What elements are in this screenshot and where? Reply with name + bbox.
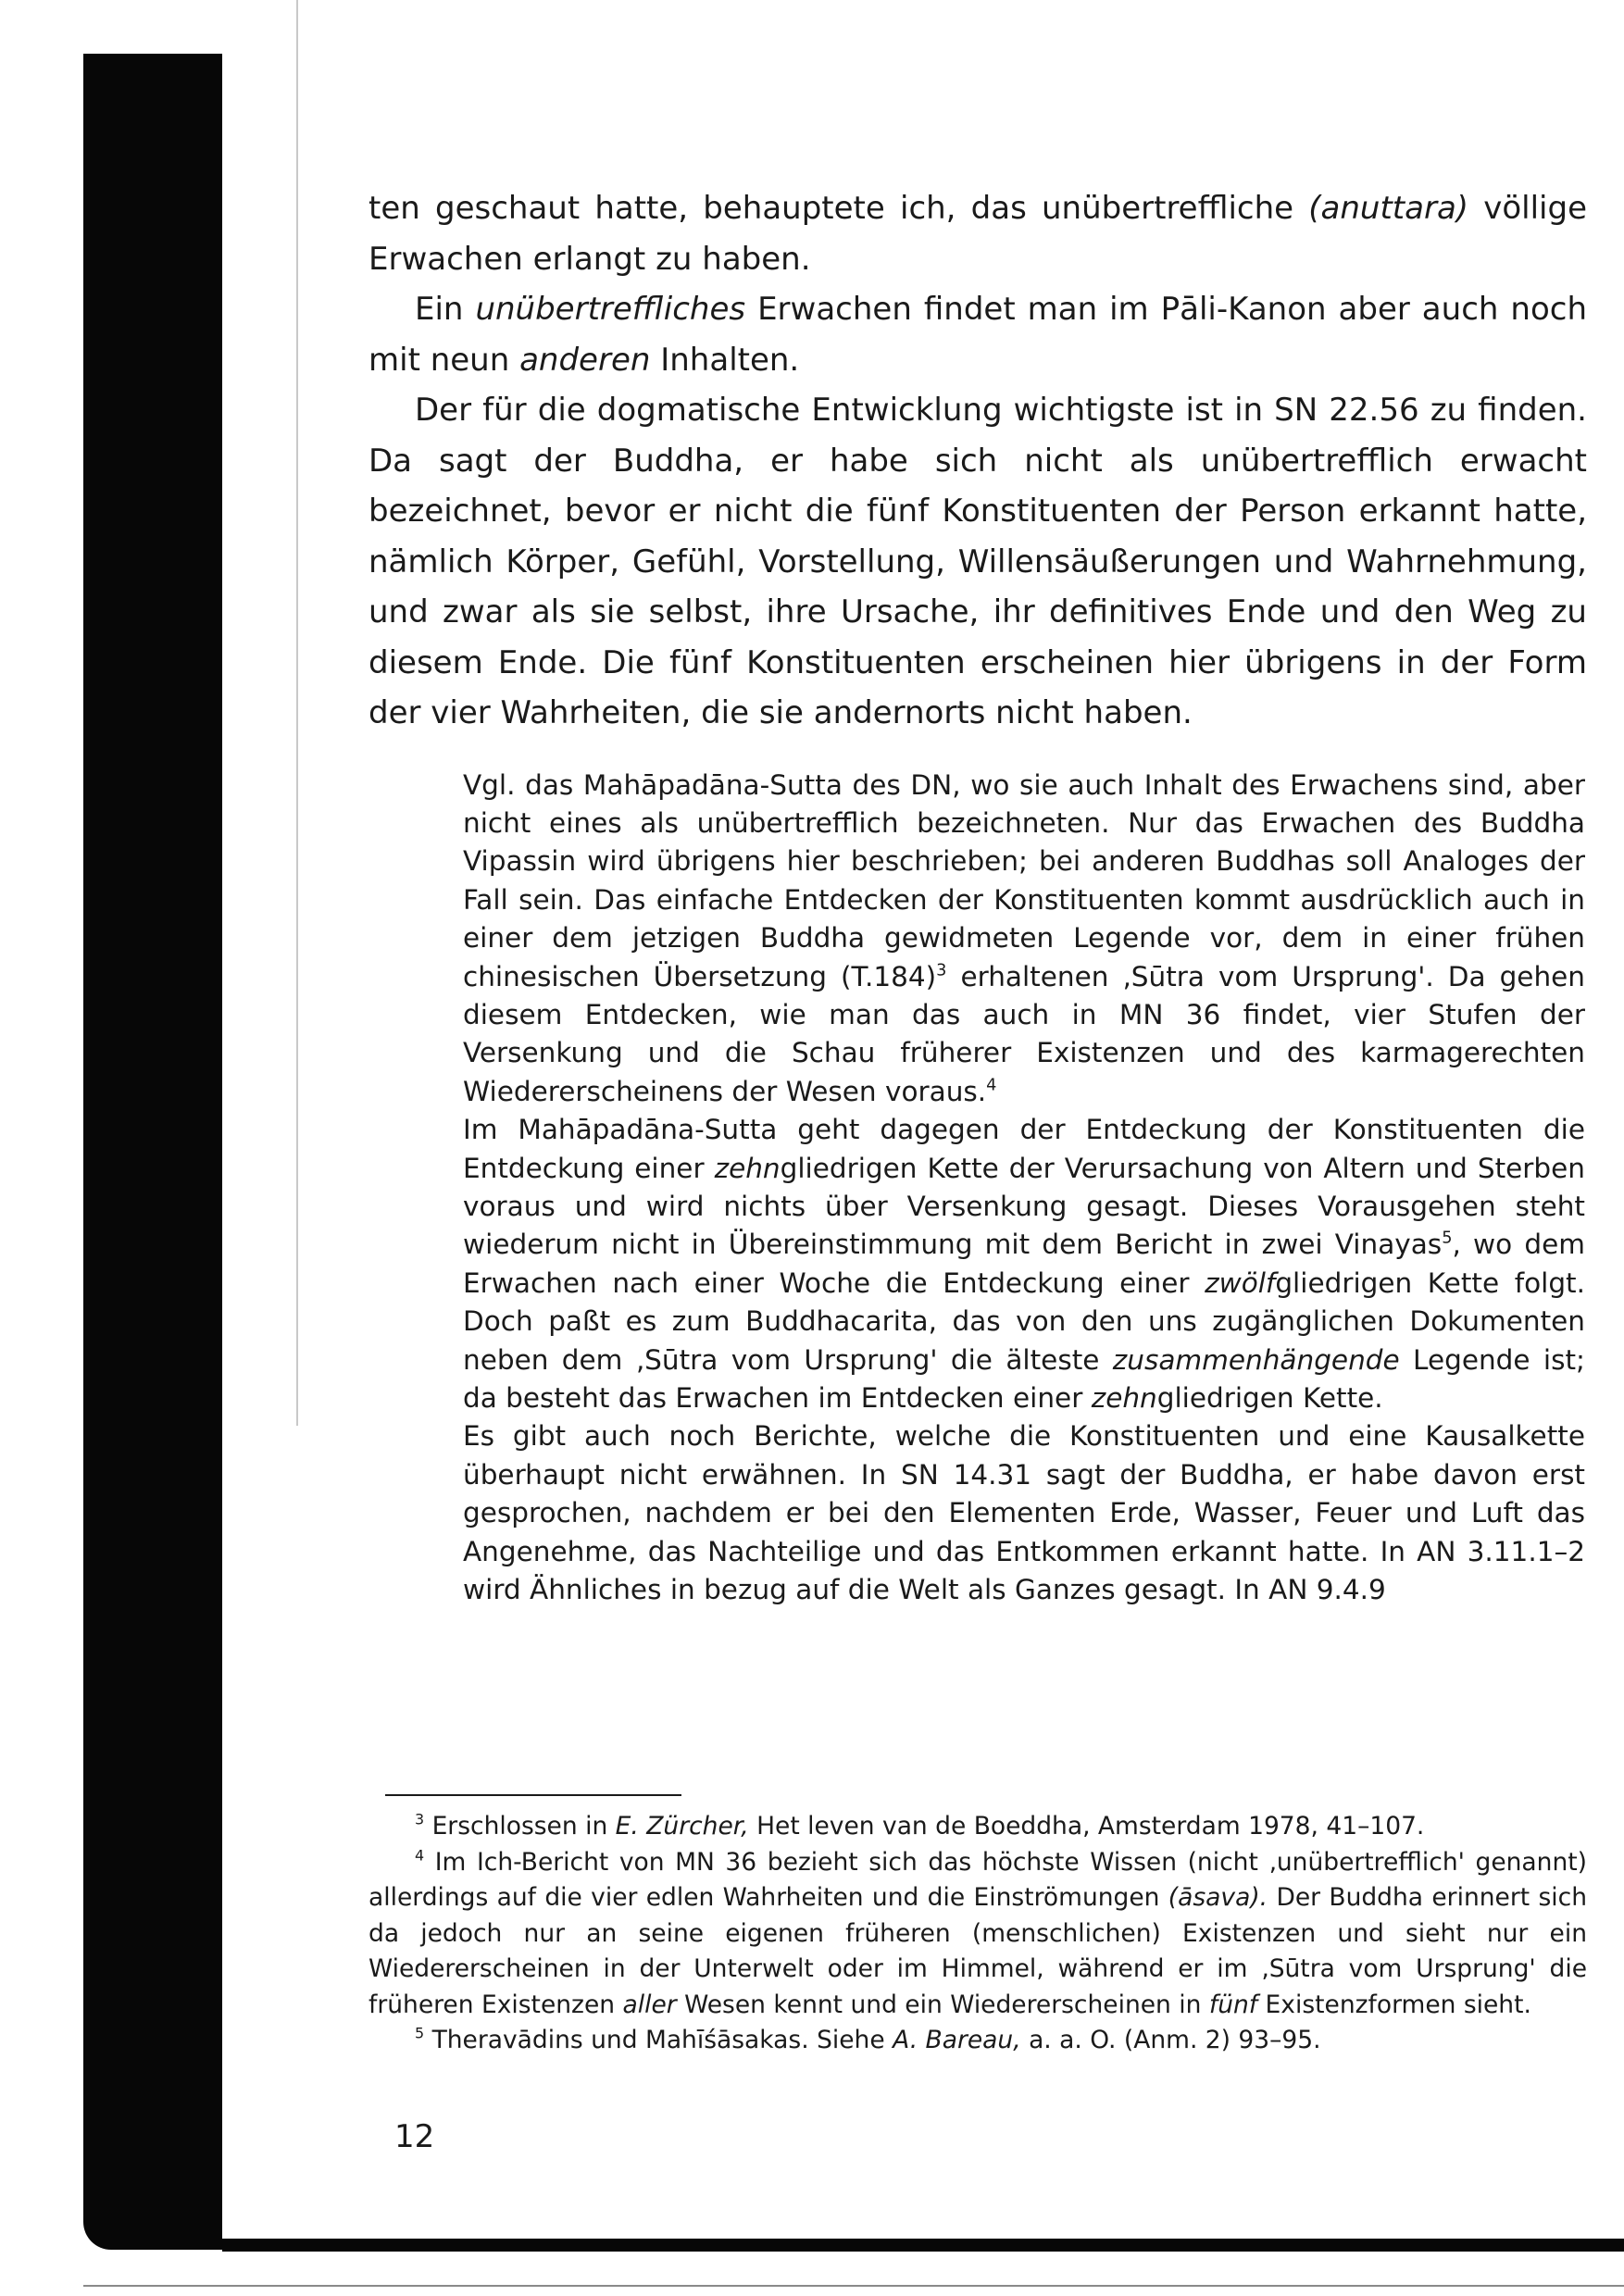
italic-author: E. Zürcher,	[615, 1812, 749, 1841]
footnote-marker: 5	[415, 2024, 425, 2042]
paragraph-2	[369, 284, 1587, 385]
main-text	[369, 183, 1587, 739]
italic-term: (anuttara)	[1308, 190, 1469, 227]
paragraph-3: Der für die dogmatische Entwicklung wichtigste ist in SN 22.56 zu finden. Da sagt der Buddha, er habe sich nicht als unübertrefflich erwacht bezeichnet, bevor er nicht die fünf Konstituenten der Person erkannt hatte, nämlich Körper, Gefühl, Vorstellung, Willensäußerungen und Wahrnehmung, und zwar als sie selbst, ihre Ursache, ihr definitives Ende und den Weg zu diesem Ende. Die fünf Konstituenten erscheinen hier übrigens in der Form der vier Wahrheiten, die sie andernorts nicht haben.	[369, 392, 1587, 731]
text-run: erhaltenen ‚Sūtra vom Ursprung'. Da gehen diesem Entdecken, wie man das auch in MN 36 findet, vier Stufen der Versenkung und die Schau früherer Existenzen und des karmagerechten Wiedererscheinens der Wesen voraus.	[463, 960, 1586, 1107]
text-run: gliedrigen Kette.	[1156, 1382, 1383, 1414]
note-paragraph-3: Es gibt auch noch Berichte, welche die Konstituenten und eine Kausalkette überhaupt nicht erwähnen. In SN 14.31 sagt der Buddha, er habe davon erst gesprochen, nachdem er bei den Elementen Erde, Wasser, Feuer und Luft das Angenehme, das Nachteilige und das Entkommen erkannt hatte. In AN 3.11.1–2 wird Ähnliches in bezug auf die Welt als Ganzes gesagt. In AN 9.4.9	[463, 1420, 1585, 1606]
text-run: Der Buddha erinnert sich da jedoch nur an seine eigenen früheren (menschlichen) Existenzen und sieht nur ein Wiedererscheinen in der Unterwelt oder im Himmel, während er im ‚Sūtra vom Ursprung' die früheren Existenzen	[369, 1883, 1587, 2019]
indented-note	[463, 767, 1585, 1610]
text-run: Im Ich-Bericht von MN 36 bezieht sich das höchste Wissen (nicht ‚unübertrefflich' genannt) allerdings auf die vier edlen Wahrheiten und die Einströmungen	[369, 1847, 1587, 1912]
footnotes	[369, 1794, 1587, 2059]
scan-gutter-line	[296, 0, 298, 1426]
italic-term: unübertreffliches	[475, 291, 746, 328]
text-run: Im Mahāpadāna-Sutta geht dagegen der Entdeckung der Konstituenten die Entdeckung einer	[463, 1114, 1585, 1184]
italic-author: A. Bareau,	[893, 2026, 1021, 2054]
text-run: gliedrigen Kette der Verursachung von Altern und Sterben voraus und wird nichts über Versenkung gesagt. Dieses Vorausgehen steht wiederum nicht in Übereinstimmung mit dem Bericht in zwei Vinayas	[463, 1152, 1585, 1261]
text-run: ten geschaut hatte, behauptete ich, das unübertreffliche	[369, 190, 1309, 227]
text-run: Theravādins und Mahīśāsakas. Siehe	[431, 2026, 893, 2054]
footnote-5	[369, 2023, 1587, 2059]
footnote-4	[369, 1845, 1587, 2024]
text-run: Inhalten.	[650, 341, 800, 379]
text-run: Vgl. das Mahāpadāna-Sutta des DN, wo sie auch Inhalt des Erwachens sind, aber nicht eines als unübertrefflich bezeichneten. Nur das Erwachen des Buddha Vipassin wird übrigens hier beschrieben; bei anderen Buddhas soll Analoges der Fall sein. Das einfache Entdecken der Konstituenten kommt ausdrücklich auch in einer dem jetzigen Buddha gewidmeten Legende vor, dem in einer frühen chinesischen Übersetzung (T.184)	[463, 768, 1585, 992]
page-body	[369, 183, 1587, 1609]
footnote-ref[interactable]: 5	[1442, 1229, 1453, 1248]
footnote-divider	[385, 1794, 681, 1796]
footnote-marker: 3	[415, 1810, 425, 1828]
text-run: Erwachen findet man im Pāli-Kanon aber auch noch mit neun	[369, 291, 1587, 379]
scan-border-left	[83, 54, 222, 2250]
paragraph-1	[369, 183, 1587, 284]
italic-term: anderen	[519, 341, 651, 379]
text-run: Erschlossen in	[431, 1812, 616, 1841]
italic-term: fünf	[1208, 1990, 1258, 2019]
footnote-marker: 4	[415, 1846, 425, 1865]
text-run: gliedrigen Kette folgt. Doch paßt es zum Buddhacarita, das von den uns zugänglichen Dokumenten neben dem ‚Sūtra vom Ursprung' die älteste	[463, 1267, 1585, 1376]
footnote-3	[369, 1809, 1587, 1845]
text-run: Ein	[415, 291, 476, 328]
text-run: a. a. O. (Anm. 2) 93–95.	[1020, 2026, 1321, 2054]
italic-term: zehn	[1091, 1382, 1157, 1414]
italic-term: zusammenhängende	[1112, 1343, 1400, 1376]
note-paragraph-1	[463, 767, 1585, 1112]
italic-term: zwölf	[1205, 1267, 1276, 1299]
text-run: völlige Erwachen erlangt zu haben.	[369, 190, 1587, 278]
note-paragraph-2	[463, 1111, 1585, 1417]
scan-edge-line	[83, 2285, 1624, 2287]
italic-term: (āsava).	[1168, 1883, 1268, 1912]
footnote-ref[interactable]: 3	[936, 961, 947, 980]
page-number: 12	[394, 2118, 435, 2155]
italic-term: aller	[622, 1990, 677, 2019]
scan-border-bottom	[222, 2239, 1624, 2252]
text-run: Legende ist; da besteht das Erwachen im Entdecken einer	[463, 1343, 1585, 1414]
text-run: Het leven van de Boeddha, Amsterdam 1978, 41–107.	[748, 1812, 1425, 1841]
text-run: , wo dem Erwachen nach einer Woche die Entdeckung einer	[463, 1229, 1585, 1299]
text-run: Wesen kennt und ein Wiedererscheinen in	[676, 1990, 1209, 2019]
text-run: Existenzformen sieht.	[1257, 1990, 1531, 2019]
footnote-ref[interactable]: 4	[986, 1076, 997, 1095]
italic-term: zehn	[714, 1152, 781, 1184]
